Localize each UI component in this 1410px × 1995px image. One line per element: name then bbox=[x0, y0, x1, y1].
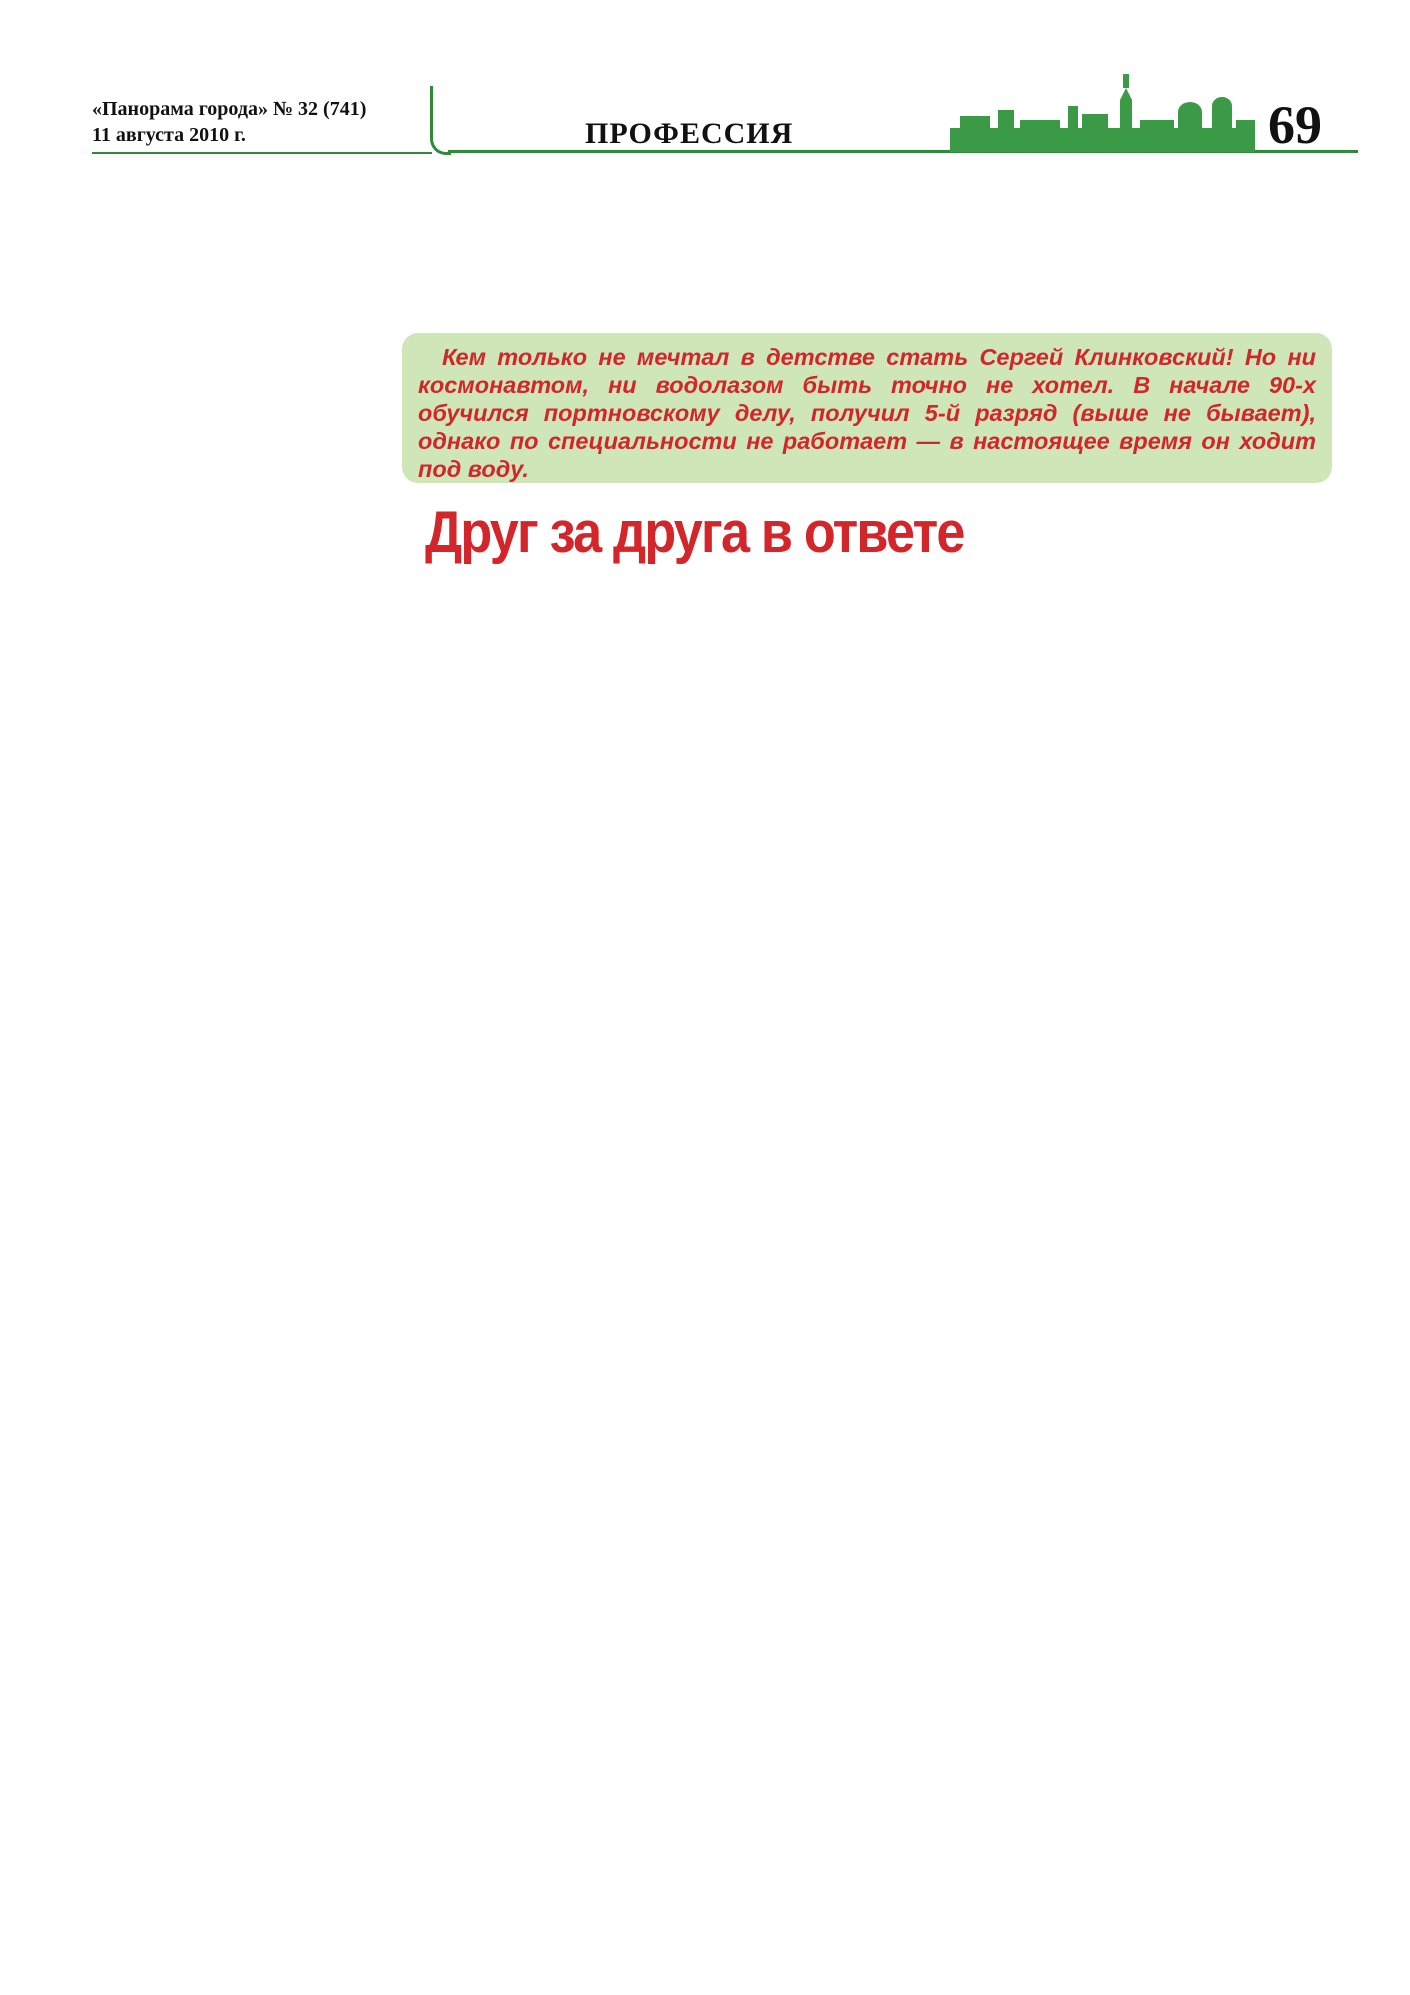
intro-lede bbox=[402, 333, 1332, 483]
city-skyline-icon bbox=[950, 70, 1255, 152]
masthead bbox=[92, 96, 412, 148]
header-rule bbox=[92, 152, 432, 154]
issue-date: 11 августа 2010 г. bbox=[92, 124, 246, 146]
paper-issue: «Панорама города» № 32 (741) bbox=[92, 98, 367, 120]
section-title: ПРОФЕССИЯ bbox=[585, 117, 794, 150]
header-bracket bbox=[430, 86, 451, 155]
page-number: 69 bbox=[1268, 95, 1322, 155]
intro-text: Кем только не мечтал в детстве стать Сергей Клинковский! Но ни космонавтом, ни водолазом быть точно не хотел. В начале 90-х обучился портновскому делу, получил 5-й разряд (выше не бывает), однако по специальности не работает — в настоящее время он ходит под воду. bbox=[418, 344, 1316, 482]
article-headline: Друг за друга в ответе bbox=[425, 500, 964, 565]
